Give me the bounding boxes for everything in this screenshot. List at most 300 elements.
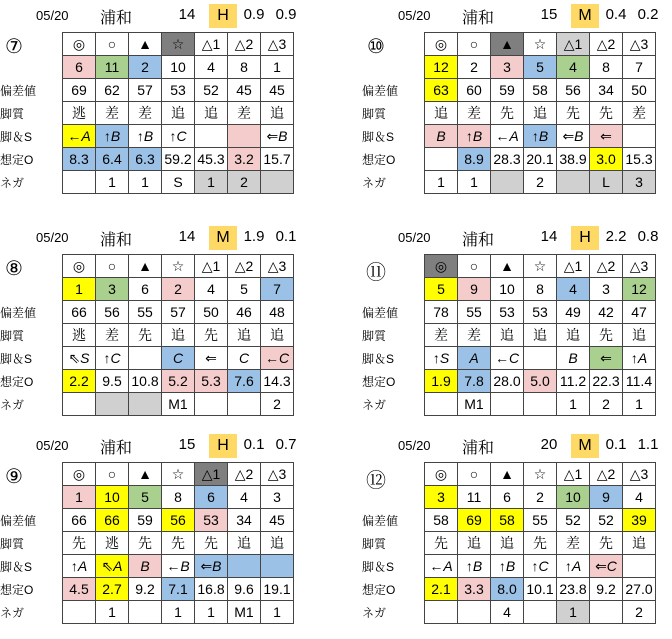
row-label-dev: 偏差値: [362, 306, 399, 320]
prediction-grid: [424, 254, 656, 416]
row-label-style: 脚質: [0, 537, 25, 551]
grid-row-dev: [425, 301, 656, 324]
row-label-style: 脚質: [0, 329, 25, 343]
runner-count: 20: [540, 436, 558, 453]
cell-style: 追: [524, 102, 557, 125]
grid-row-legs: [63, 347, 294, 370]
runner-count: 15: [178, 436, 196, 453]
prediction-grid: [424, 462, 656, 624]
cell-dev: 59: [129, 509, 162, 532]
cell-odds: 8.0: [491, 578, 524, 601]
cell-style: 追: [425, 102, 458, 125]
grid-row-dev: [425, 509, 656, 532]
cell-style: 追: [195, 102, 228, 125]
cell-horse: 2: [458, 56, 491, 79]
cell-odds: 20.1: [524, 148, 557, 171]
grid-row-odds: [63, 578, 294, 601]
cell-nega: 1: [458, 171, 491, 194]
cell-style: 差: [557, 532, 590, 555]
cell-style: 追: [623, 324, 656, 347]
race-panel: [0, 434, 300, 634]
cell-odds: 11.2: [557, 370, 590, 393]
cell-horse: 3: [425, 486, 458, 509]
cell-marks: △1: [557, 463, 590, 486]
cell-odds: 9.2: [590, 578, 623, 601]
race-date: 05/20: [398, 438, 431, 453]
race-date: 05/20: [398, 8, 431, 23]
cell-legs: [228, 555, 261, 578]
cell-nega: [524, 393, 557, 416]
cell-style: 差: [623, 102, 656, 125]
track-condition: M: [209, 226, 237, 250]
cell-dev: 49: [557, 301, 590, 324]
cell-legs: C: [228, 347, 261, 370]
race-venue: 浦和: [100, 232, 133, 249]
cell-legs: [524, 347, 557, 370]
cell-horse: 4: [195, 278, 228, 301]
cell-dev: 53: [491, 301, 524, 324]
cell-odds: 2.2: [63, 370, 96, 393]
cell-dev: 45: [261, 509, 294, 532]
cell-style: 追: [524, 324, 557, 347]
row-label-nega: ネガ: [0, 176, 25, 190]
grid-row-style: [63, 532, 294, 555]
cell-style: 先: [557, 102, 590, 125]
cell-legs: ↑A: [63, 555, 96, 578]
grid-row-horse: [63, 486, 294, 509]
race-venue: 浦和: [462, 10, 495, 27]
cell-legs: ⇖A: [96, 555, 129, 578]
cell-style: 差: [458, 324, 491, 347]
row-label-legs: 脚＆S: [0, 130, 33, 144]
cell-marks: ○: [96, 255, 129, 278]
cell-horse: 6: [129, 278, 162, 301]
race-number: ⑫: [366, 470, 386, 492]
cell-nega: [524, 601, 557, 624]
prediction-grid: [424, 32, 656, 194]
cell-style: 追: [491, 324, 524, 347]
grid-row-style: [63, 102, 294, 125]
cell-style: 先: [524, 532, 557, 555]
cell-odds: 2.1: [425, 578, 458, 601]
row-label-odds: 想定O: [0, 375, 34, 389]
cell-nega: [129, 393, 162, 416]
cell-horse: 10: [162, 56, 195, 79]
index-value-2: 1.1: [637, 436, 659, 453]
cell-nega: 2: [228, 171, 261, 194]
grid-row-dev: [425, 79, 656, 102]
cell-legs: ↑B: [96, 125, 129, 148]
cell-legs: [129, 347, 162, 370]
cell-horse: 5: [228, 278, 261, 301]
cell-legs: ⇐B: [195, 555, 228, 578]
row-label-odds: 想定O: [362, 375, 396, 389]
cell-horse: 11: [96, 56, 129, 79]
cell-horse: 4: [557, 278, 590, 301]
cell-horse: 1: [63, 278, 96, 301]
cell-dev: 66: [96, 509, 129, 532]
cell-nega: 4: [491, 601, 524, 624]
cell-nega: 1: [195, 601, 228, 624]
track-condition: H: [209, 4, 237, 28]
cell-marks: ◎: [63, 33, 96, 56]
cell-legs: ↑A: [557, 555, 590, 578]
index-value-1: 0.9: [243, 6, 265, 23]
index-value-2: 0.7: [275, 436, 297, 453]
cell-nega: M1: [458, 393, 491, 416]
cell-marks: △3: [261, 33, 294, 56]
grid-row-style: [425, 532, 656, 555]
cell-nega: 2: [590, 393, 623, 416]
cell-horse: 10: [491, 278, 524, 301]
cell-horse: 3: [491, 56, 524, 79]
runner-count: 14: [178, 228, 196, 245]
prediction-grid: [62, 254, 294, 416]
grid-row-odds: [425, 370, 656, 393]
grid-row-legs: [63, 555, 294, 578]
cell-legs: ↑A: [623, 347, 656, 370]
cell-nega: S: [162, 171, 195, 194]
cell-marks: △2: [228, 33, 261, 56]
cell-horse: 5: [129, 486, 162, 509]
grid-row-marks: [425, 255, 656, 278]
cell-odds: 3.0: [590, 148, 623, 171]
cell-style: 先: [195, 324, 228, 347]
cell-horse: 9: [590, 486, 623, 509]
cell-marks: ○: [96, 463, 129, 486]
race-number: ⑪: [366, 262, 386, 284]
cell-dev: 69: [458, 509, 491, 532]
cell-dev: 58: [491, 509, 524, 532]
cell-nega: [63, 601, 96, 624]
cell-nega: 2: [623, 601, 656, 624]
cell-nega: [458, 601, 491, 624]
cell-marks: ▲: [129, 463, 162, 486]
cell-legs: ↑B: [458, 125, 491, 148]
cell-odds: 9.6: [228, 578, 261, 601]
cell-dev: 39: [623, 509, 656, 532]
cell-marks: ○: [458, 463, 491, 486]
cell-dev: 55: [524, 509, 557, 532]
cell-marks: ▲: [491, 33, 524, 56]
cell-odds: 9.5: [96, 370, 129, 393]
cell-marks: ▲: [491, 255, 524, 278]
race-number: ⑦: [5, 36, 23, 58]
cell-odds: 9.2: [129, 578, 162, 601]
race-number: ⑧: [5, 258, 23, 280]
cell-odds: 11.4: [623, 370, 656, 393]
cell-style: 先: [162, 532, 195, 555]
grid-row-marks: [425, 33, 656, 56]
cell-odds: 8.9: [458, 148, 491, 171]
grid-row-legs: [425, 555, 656, 578]
cell-horse: 6: [195, 486, 228, 509]
row-label-dev: 偏差値: [0, 84, 37, 98]
grid-row-horse: [425, 278, 656, 301]
cell-legs: ←A: [63, 125, 96, 148]
prediction-grid: [62, 32, 294, 194]
cell-legs: [195, 125, 228, 148]
row-label-nega: ネガ: [0, 606, 25, 620]
cell-nega: 3: [623, 171, 656, 194]
cell-horse: 6: [63, 56, 96, 79]
cell-legs: C: [162, 347, 195, 370]
cell-dev: 50: [623, 79, 656, 102]
cell-nega: 1: [195, 171, 228, 194]
row-label-legs: 脚＆S: [362, 130, 395, 144]
cell-odds: 7.6: [228, 370, 261, 393]
row-label-style: 脚質: [0, 107, 25, 121]
cell-odds: 4.5: [63, 578, 96, 601]
cell-style: 追: [228, 324, 261, 347]
cell-legs: [261, 555, 294, 578]
race-number: ⑨: [5, 466, 23, 488]
cell-dev: 63: [425, 79, 458, 102]
grid-row-style: [425, 102, 656, 125]
race-date: 05/20: [36, 438, 69, 453]
cell-marks: △2: [590, 33, 623, 56]
grid-row-nega: [63, 601, 294, 624]
grid-row-dev: [63, 301, 294, 324]
cell-horse: 4: [195, 56, 228, 79]
grid-row-dev: [63, 79, 294, 102]
cell-nega: [96, 393, 129, 416]
cell-horse: 5: [524, 56, 557, 79]
cell-horse: 10: [557, 486, 590, 509]
cell-nega: 1: [261, 601, 294, 624]
cell-style: 差: [425, 324, 458, 347]
cell-odds: 15.3: [623, 148, 656, 171]
cell-nega: [557, 171, 590, 194]
cell-legs: ↑C: [524, 555, 557, 578]
cell-style: 先: [129, 324, 162, 347]
cell-dev: 57: [162, 301, 195, 324]
cell-style: 差: [228, 102, 261, 125]
cell-odds: 5.3: [195, 370, 228, 393]
grid-row-nega: [425, 171, 656, 194]
cell-style: 追: [261, 532, 294, 555]
cell-odds: 16.8: [195, 578, 228, 601]
cell-horse: 7: [623, 56, 656, 79]
row-label-dev: 偏差値: [0, 306, 37, 320]
cell-horse: 1: [63, 486, 96, 509]
row-label-dev: 偏差値: [362, 514, 399, 528]
cell-horse: 8: [162, 486, 195, 509]
cell-marks: ◎: [63, 463, 96, 486]
cell-legs: ←A: [491, 125, 524, 148]
cell-horse: 2: [129, 56, 162, 79]
cell-dev: 60: [458, 79, 491, 102]
cell-horse: 12: [425, 56, 458, 79]
cell-style: 追: [261, 102, 294, 125]
row-label-dev: 偏差値: [362, 84, 399, 98]
grid-row-horse: [63, 56, 294, 79]
cell-style: 追: [162, 324, 195, 347]
grid-row-odds: [425, 578, 656, 601]
cell-dev: 46: [228, 301, 261, 324]
cell-nega: 1: [96, 171, 129, 194]
index-value-1: 0.1: [243, 436, 265, 453]
cell-marks: △1: [195, 463, 228, 486]
cell-nega: 1: [425, 171, 458, 194]
cell-nega: M1: [228, 601, 261, 624]
cell-nega: [425, 601, 458, 624]
row-label-odds: 想定O: [0, 583, 34, 597]
cell-legs: ⇐B: [557, 125, 590, 148]
cell-style: 逃: [63, 324, 96, 347]
cell-nega: 2: [261, 393, 294, 416]
cell-horse: 6: [491, 486, 524, 509]
cell-legs: A: [458, 347, 491, 370]
cell-legs: ⇐C: [590, 555, 623, 578]
cell-horse: 2: [524, 486, 557, 509]
cell-horse: 5: [425, 278, 458, 301]
cell-legs: B: [425, 125, 458, 148]
race-date: 05/20: [398, 230, 431, 245]
cell-odds: 5.0: [524, 370, 557, 393]
grid-row-marks: [63, 255, 294, 278]
grid-row-odds: [425, 148, 656, 171]
cell-legs: ↑B: [491, 555, 524, 578]
row-label-dev: 偏差値: [0, 514, 37, 528]
cell-horse: 1: [261, 56, 294, 79]
index-value-1: 0.1: [605, 436, 627, 453]
cell-odds: 22.3: [590, 370, 623, 393]
row-label-nega: ネガ: [362, 176, 387, 190]
row-label-odds: 想定O: [362, 153, 396, 167]
cell-marks: △3: [623, 33, 656, 56]
cell-marks: ◎: [425, 463, 458, 486]
grid-row-odds: [63, 148, 294, 171]
cell-style: 逃: [96, 532, 129, 555]
cell-horse: 3: [590, 278, 623, 301]
cell-legs: ↑B: [524, 125, 557, 148]
cell-style: 差: [96, 324, 129, 347]
cell-dev: 66: [63, 509, 96, 532]
grid-row-nega: [425, 601, 656, 624]
cell-style: 追: [162, 102, 195, 125]
cell-odds: 14.3: [261, 370, 294, 393]
cell-horse: 3: [96, 278, 129, 301]
row-label-legs: 脚＆S: [362, 352, 395, 366]
prediction-grid: [62, 462, 294, 624]
cell-marks: ◎: [425, 33, 458, 56]
cell-marks: ☆: [524, 255, 557, 278]
cell-style: 先: [63, 532, 96, 555]
cell-dev: 34: [228, 509, 261, 532]
cell-marks: ▲: [129, 33, 162, 56]
cell-style: 先: [195, 532, 228, 555]
cell-style: 先: [590, 102, 623, 125]
cell-marks: △1: [195, 255, 228, 278]
cell-marks: ▲: [491, 463, 524, 486]
cell-dev: 56: [162, 509, 195, 532]
cell-marks: ○: [458, 255, 491, 278]
cell-odds: 38.9: [557, 148, 590, 171]
cell-legs: B: [557, 347, 590, 370]
cell-dev: 78: [425, 301, 458, 324]
cell-style: 追: [261, 324, 294, 347]
race-date: 05/20: [36, 8, 69, 23]
row-label-style: 脚質: [362, 107, 387, 121]
cell-nega: [590, 601, 623, 624]
cell-marks: △2: [590, 255, 623, 278]
track-condition: H: [209, 434, 237, 458]
cell-legs: ⇐: [195, 347, 228, 370]
cell-dev: 52: [590, 509, 623, 532]
cell-marks: ☆: [162, 255, 195, 278]
race-panel: [362, 4, 662, 204]
grid-row-legs: [425, 347, 656, 370]
cell-style: 逃: [63, 102, 96, 125]
cell-dev: 53: [195, 509, 228, 532]
cell-horse: 3: [261, 486, 294, 509]
index-value-1: 1.9: [243, 228, 265, 245]
race-panel: [0, 226, 300, 426]
cell-odds: 2.7: [96, 578, 129, 601]
runner-count: 14: [178, 6, 196, 23]
row-label-style: 脚質: [362, 537, 387, 551]
cell-odds: 10.1: [524, 578, 557, 601]
grid-row-legs: [63, 125, 294, 148]
cell-style: 追: [491, 532, 524, 555]
race-panel: [362, 226, 662, 426]
cell-horse: 8: [524, 278, 557, 301]
grid-row-legs: [425, 125, 656, 148]
cell-legs: ←A: [425, 555, 458, 578]
cell-marks: △2: [228, 255, 261, 278]
cell-odds: 5.2: [162, 370, 195, 393]
row-label-legs: 脚＆S: [0, 352, 33, 366]
cell-odds: 59.2: [162, 148, 195, 171]
track-condition: M: [571, 434, 599, 458]
cell-odds: 23.8: [557, 578, 590, 601]
cell-legs: ↑C: [162, 125, 195, 148]
cell-dev: 48: [261, 301, 294, 324]
cell-style: 先: [590, 324, 623, 347]
cell-horse: 9: [458, 278, 491, 301]
cell-legs: ←C: [491, 347, 524, 370]
runner-count: 14: [540, 228, 558, 245]
cell-dev: 55: [129, 301, 162, 324]
cell-horse: 8: [590, 56, 623, 79]
row-label-odds: 想定O: [362, 583, 396, 597]
cell-marks: ○: [96, 33, 129, 56]
cell-horse: 7: [261, 278, 294, 301]
cell-horse: 11: [458, 486, 491, 509]
cell-legs: [623, 125, 656, 148]
cell-nega: 1: [162, 601, 195, 624]
cell-marks: △1: [195, 33, 228, 56]
cell-dev: 57: [129, 79, 162, 102]
cell-style: 差: [458, 102, 491, 125]
cell-dev: 56: [96, 301, 129, 324]
index-value-1: 2.2: [605, 228, 627, 245]
cell-style: 先: [590, 532, 623, 555]
cell-horse: 2: [162, 278, 195, 301]
cell-marks: △2: [590, 463, 623, 486]
cell-dev: 34: [590, 79, 623, 102]
cell-dev: 55: [458, 301, 491, 324]
cell-marks: ◎: [425, 255, 458, 278]
cell-style: 先: [491, 102, 524, 125]
cell-nega: 1: [557, 601, 590, 624]
grid-row-horse: [63, 278, 294, 301]
cell-dev: 45: [228, 79, 261, 102]
grid-row-nega: [63, 393, 294, 416]
cell-style: 追: [228, 532, 261, 555]
grid-row-odds: [63, 370, 294, 393]
